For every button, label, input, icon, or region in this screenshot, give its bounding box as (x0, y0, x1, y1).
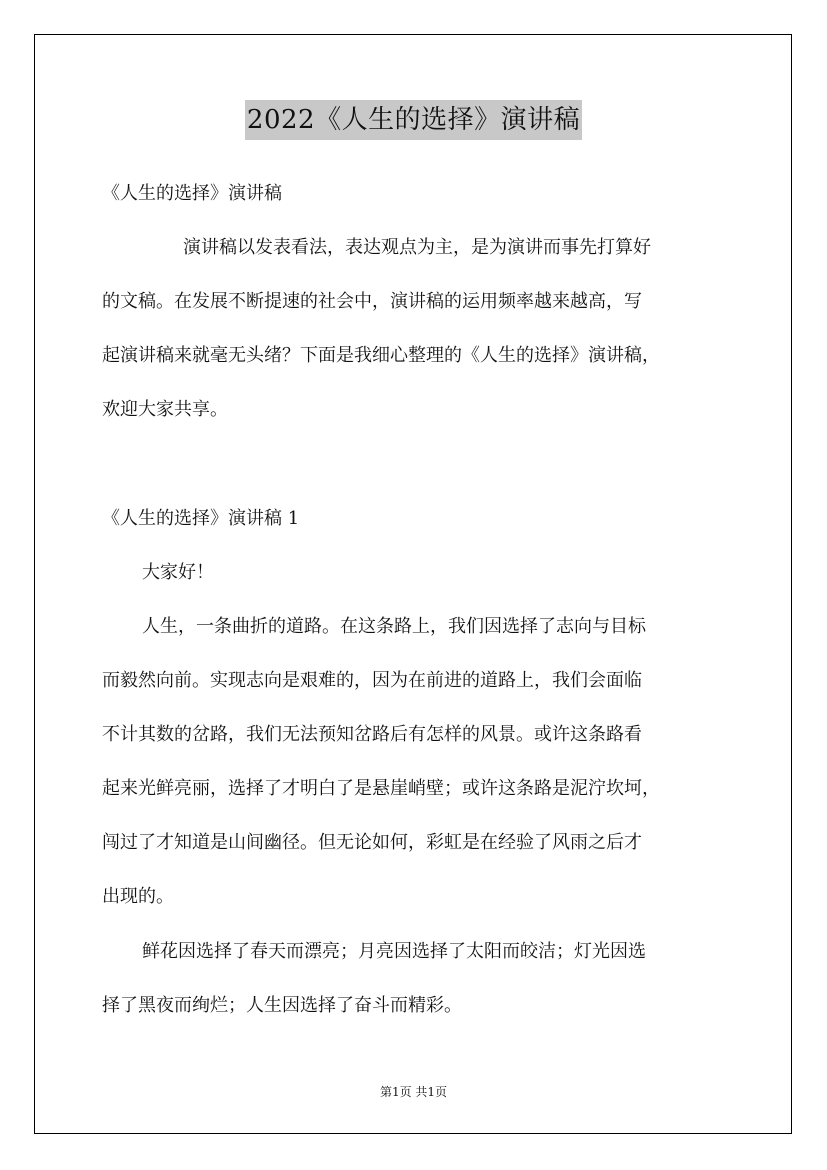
para1-line-6: 出现的。 (102, 886, 174, 907)
para1-line-5: 闯过了才知道是山间幽径。但无论如何，彩虹是在经验了风雨之后才 (102, 832, 642, 853)
para1-line-3: 不计其数的岔路，我们无法预知岔路后有怎样的风景。或许这条路看 (102, 724, 642, 745)
page-footer: 第1页 共1页 (379, 1085, 448, 1099)
section-heading: 《人生的选择》演讲稿 1 (102, 508, 300, 529)
title-wrap (0, 100, 827, 140)
intro-line-3: 起演讲稿来就毫无头绪？下面是我细心整理的《人生的选择》演讲稿， (102, 345, 660, 366)
para2-line-1: 鲜花因选择了春天而漂亮；月亮因选择了太阳而皎洁；灯光因选 (142, 941, 646, 962)
para1-line-1: 人生，一条曲折的道路。在这条路上，我们因选择了志向与目标 (142, 616, 646, 637)
para2-line-2: 择了黑夜而绚烂；人生因选择了奋斗而精彩。 (102, 995, 462, 1016)
document-subtitle: 《人生的选择》演讲稿 (102, 183, 282, 204)
intro-line-1: 演讲稿以发表看法，表达观点为主，是为演讲而事先打算好 (183, 237, 651, 258)
intro-line-2: 的文稿。在发展不断提速的社会中，演讲稿的运用频率越来越高，写 (102, 291, 642, 312)
intro-line-4: 欢迎大家共享。 (102, 399, 228, 420)
para1-line-4: 起来光鲜亮丽，选择了才明白了是悬崖峭壁；或许这条路是泥泞坎坷， (102, 778, 660, 799)
document-title: 2022《人生的选择》演讲稿 (245, 100, 582, 140)
greeting: 大家好！ (142, 562, 214, 583)
para1-line-2: 而毅然向前。实现志向是艰难的，因为在前进的道路上，我们会面临 (102, 670, 642, 691)
